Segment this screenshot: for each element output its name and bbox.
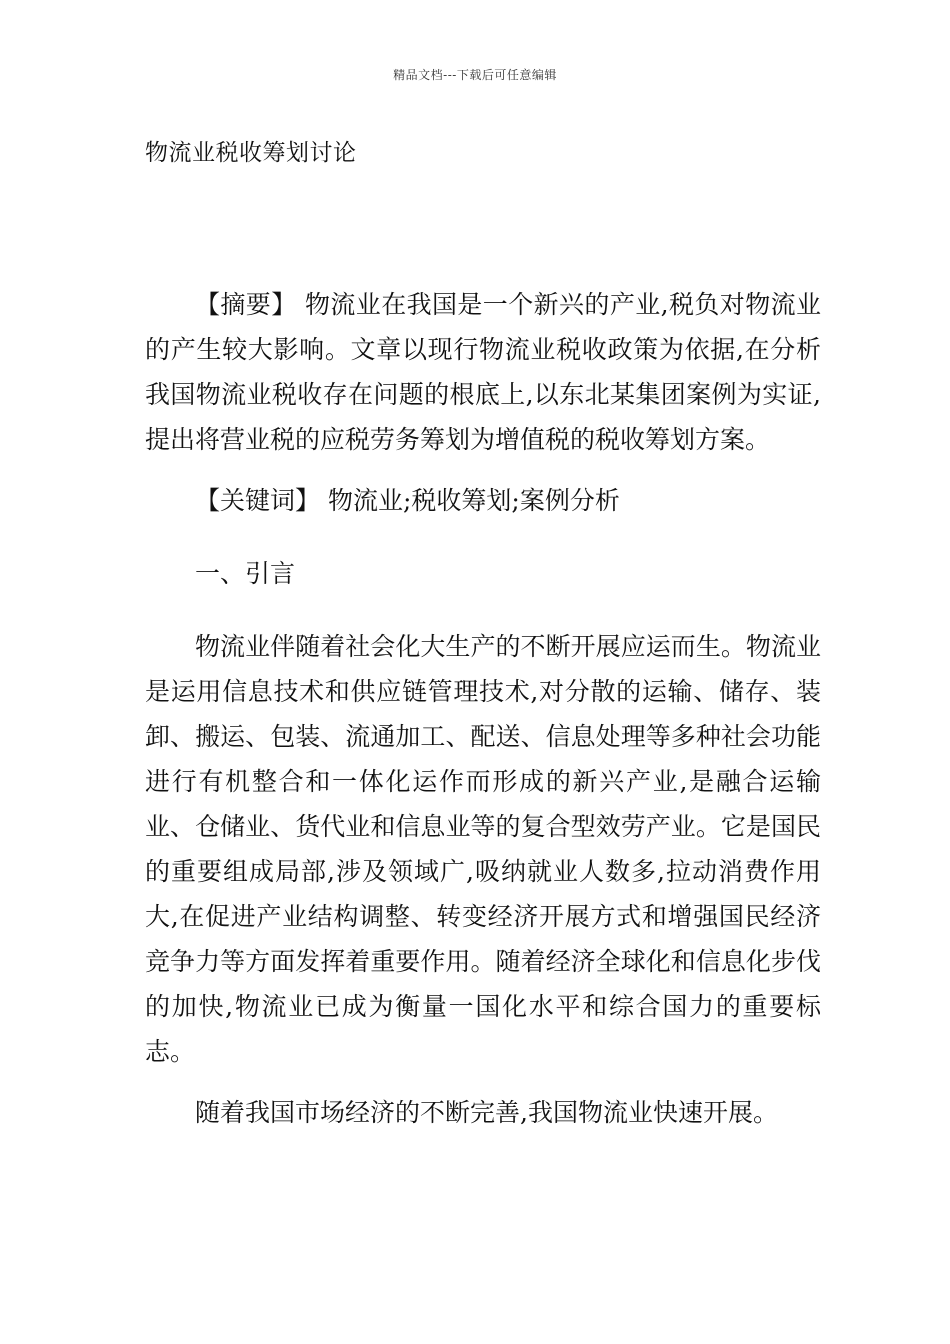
document-title: 物流业税收筹划讨论 bbox=[145, 140, 357, 166]
page-header-note: 精品文档---下载后可任意编辑 bbox=[393, 68, 557, 82]
document-body bbox=[145, 282, 821, 1135]
body-paragraph-2: 随着我国市场经济的不断完善,我国物流业快速开展。 bbox=[195, 1098, 778, 1127]
keywords-text: 物流业;税收筹划;案例分析 bbox=[327, 486, 620, 515]
abstract-paragraph bbox=[145, 282, 821, 462]
keywords-paragraph bbox=[145, 478, 821, 523]
abstract-text: 物流业在我国是一个新兴的产业,税负对物流业的产生较大影响。文章以现行物流业税收政策为依据,在分析我国物流业税收存在问题的根底上,以东北某集团案例为实证,提出将营业税的应税劳务筹划为增值税的税收筹划方案。 bbox=[145, 290, 821, 454]
section-heading: 一、引言 bbox=[195, 559, 296, 588]
body-paragraph-1: 物流业伴随着社会化大生产的不断开展应运而生。物流业是运用信息技术和供应链管理技术,对分散的运输、储存、装卸、搬运、包装、流通加工、配送、信息处理等多种社会功能进行有机整合和一体化运作而形成的新兴产业,是融合运输业、仓储业、货代业和信息业等的复合型效劳产业。它是国民的重要组成局部,涉及领域广,吸纳就业人数多,拉动消费作用大,在促进产业结构调整、转变经济开展方式和增强国民经济竞争力等方面发挥着重要作用。随着经济全球化和信息化步伐的加快,物流业已成为衡量一国化水平和综合国力的重要标志。 bbox=[145, 632, 821, 1066]
abstract-label: 【摘要】 bbox=[195, 290, 297, 319]
keywords-label: 【关键词】 bbox=[195, 486, 321, 515]
